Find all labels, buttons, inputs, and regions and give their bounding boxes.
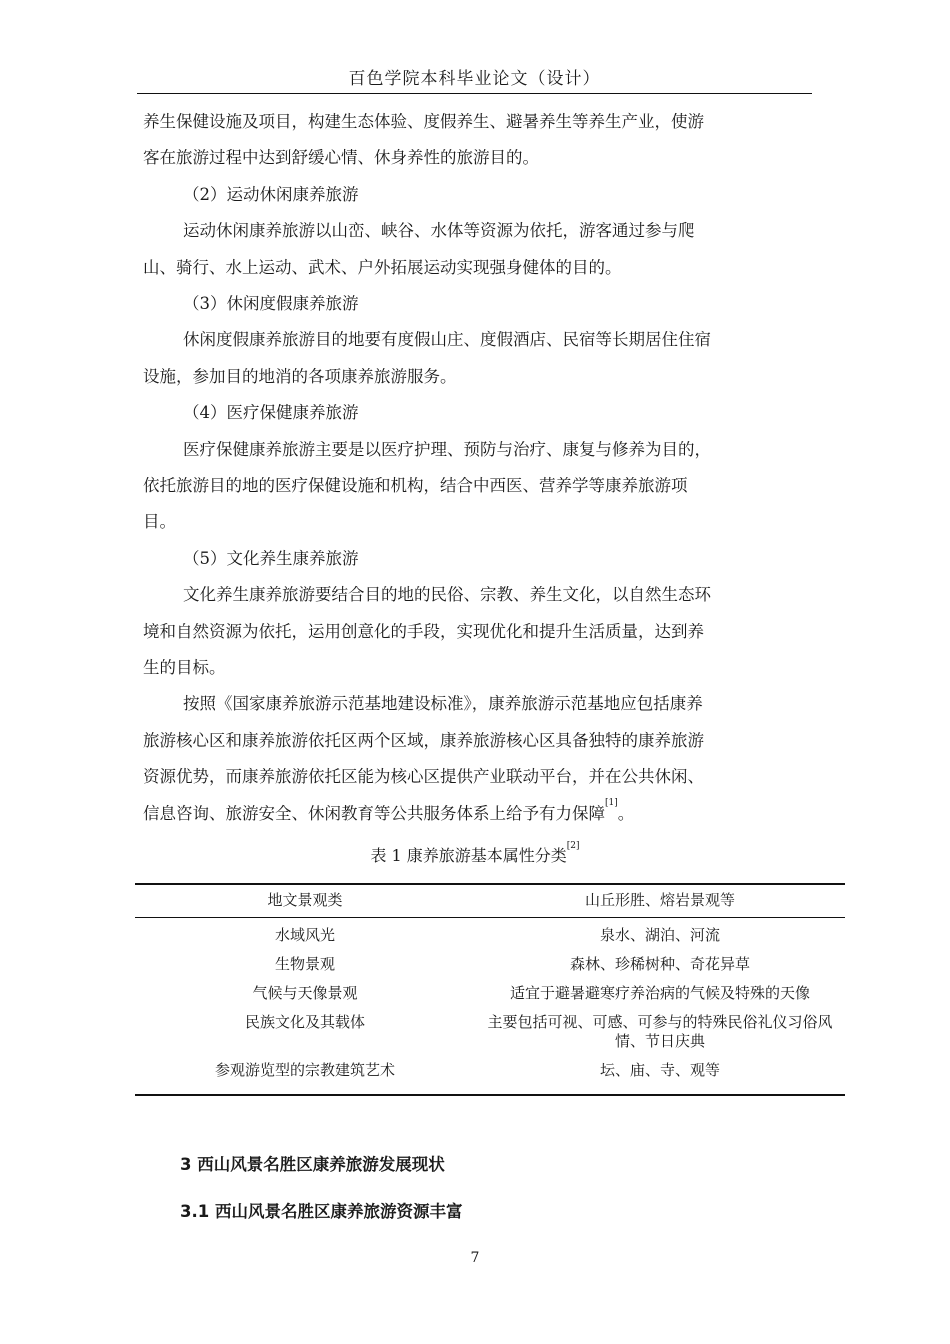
table-caption-text: 表 1 康养旅游基本属性分类	[370, 846, 567, 865]
table-cell-description: 坛、庙、寺、观等	[599, 1061, 720, 1079]
table-row	[135, 1011, 845, 1059]
table-header-col2: 山丘形胜、熔岩景观等	[584, 891, 735, 909]
paragraph-line	[183, 581, 711, 605]
table-body	[135, 918, 845, 1088]
paragraph-line-text: 养生保健设施及项目，构建生态体验、度假养生、避暑养生等养生产业，使游	[143, 112, 704, 131]
table-cell-category: 气候与天像景观	[252, 984, 358, 1002]
table-row	[135, 982, 845, 1011]
table-cell-category: 参观游览型的宗教建筑艺术	[214, 1061, 395, 1079]
paragraph-line-text: 文化养生康养旅游要结合目的地的民俗、宗教、养生文化，以自然生态环	[183, 585, 711, 605]
table-caption	[0, 843, 950, 866]
paragraph-line	[143, 254, 622, 278]
page-header-title: 百色学院本科毕业论文（设计）	[348, 69, 601, 89]
paragraph-line-text: 客在旅游过程中达到舒缓心情、休身养性的旅游目的。	[143, 148, 539, 168]
paragraph-line	[183, 290, 359, 314]
attribute-table	[135, 883, 845, 1096]
paragraph-line-text: 信息咨询、旅游安全、休闲教育等公共服务体系上给予有力保障	[143, 803, 605, 823]
paragraph-line	[183, 690, 703, 714]
paragraph-line	[183, 545, 359, 569]
header-divider	[137, 93, 812, 94]
paragraph-line-text: 医疗保健康养旅游主要是以医疗护理、预防与治疗、康复与修养为目的，	[183, 439, 711, 459]
paragraph-line-text: （5）文化养生康养旅游	[183, 548, 359, 568]
paragraph-line	[143, 727, 704, 751]
section-heading-3: 3 西山风景名胜区康养旅游发展现状	[180, 1155, 445, 1174]
paragraph-line	[143, 472, 688, 496]
table-header-col1: 地文景观类	[267, 891, 343, 909]
paragraph-line-text: 境和自然资源为依托，运用创意化的手段，实现优化和提升生活质量，达到养	[143, 621, 704, 641]
paragraph-line-text: 设施，参加目的地消的各项康养旅游服务。	[143, 366, 457, 386]
citation-ref: [1]	[605, 797, 618, 808]
paragraph-line	[183, 399, 359, 423]
table-caption-ref: [2]	[566, 841, 580, 851]
table-row	[135, 953, 845, 982]
paragraph-line-text: 按照《国家康养旅游示范基地建设标准》，康养旅游示范基地应包括康养	[183, 694, 703, 714]
paragraph-line-text: （3）休闲度假康养旅游	[183, 294, 359, 313]
paragraph-line	[143, 363, 457, 387]
paragraph-line	[143, 797, 635, 824]
paragraph-line-text: 运动休闲康养旅游以山峦、峡谷、水体等资源为依托，游客通过参与爬	[183, 221, 695, 241]
paragraph-line-text: 目。	[143, 512, 176, 532]
table-row	[135, 924, 845, 953]
paragraph-line	[183, 436, 711, 460]
table-cell-description: 泉水、湖泊、河流	[599, 926, 720, 944]
paragraph-line	[183, 181, 359, 205]
paragraph-line-text: （2）运动休闲康养旅游	[183, 184, 359, 204]
table-cell-category: 民族文化及其载体	[244, 1013, 365, 1031]
paragraph-line-text: 山、骑行、水上运动、武术、户外拓展运动实现强身健体的目的。	[143, 257, 622, 277]
table-cell-category: 水域风光	[274, 926, 335, 944]
table-cell-description: 森林、珍稀树种、奇花异草	[569, 955, 750, 973]
paragraph-line	[183, 326, 711, 350]
paragraph-line-text: 依托旅游目的地的医疗保健设施和机构，结合中西医、营养学等康养旅游项	[143, 476, 688, 495]
paragraph-line-text: 休闲度假康养旅游目的地要有度假山庄、度假酒店、民宿等长期居住住宿	[183, 330, 711, 350]
table-cell-category: 生物景观	[274, 955, 335, 973]
table-header-row	[135, 885, 845, 917]
table-bottom-rule	[135, 1094, 845, 1096]
paragraph-line	[143, 108, 704, 132]
page-number: 7	[470, 1250, 480, 1266]
table-cell-description: 主要包括可视、可感、可参与的特殊民俗礼仪习俗风情、节日庆典	[487, 1013, 833, 1050]
table-cell-description: 适宜于避暑避寒疗养治病的气候及特殊的天像	[509, 984, 810, 1002]
table-row	[135, 1059, 845, 1088]
paragraph-line	[143, 654, 226, 678]
paragraph-line-text: 旅游核心区和康养旅游依托区两个区域，康养旅游核心区具备独特的康养旅游	[143, 730, 704, 750]
section-heading-3-1: 3.1 西山风景名胜区康养旅游资源丰富	[180, 1202, 463, 1221]
paragraph-line-tail: 。	[617, 803, 635, 823]
paragraph-line	[183, 217, 695, 241]
paragraph-line	[143, 508, 176, 532]
paragraph-line-text: （4）医疗保健康养旅游	[183, 403, 359, 423]
paragraph-line	[143, 763, 704, 787]
paragraph-line	[143, 618, 704, 642]
paragraph-line	[143, 144, 539, 168]
paragraph-line-text: 资源优势，而康养旅游依托区能为核心区提供产业联动平台，并在公共休闲、	[143, 767, 704, 787]
paragraph-line-text: 生的目标。	[143, 658, 226, 677]
